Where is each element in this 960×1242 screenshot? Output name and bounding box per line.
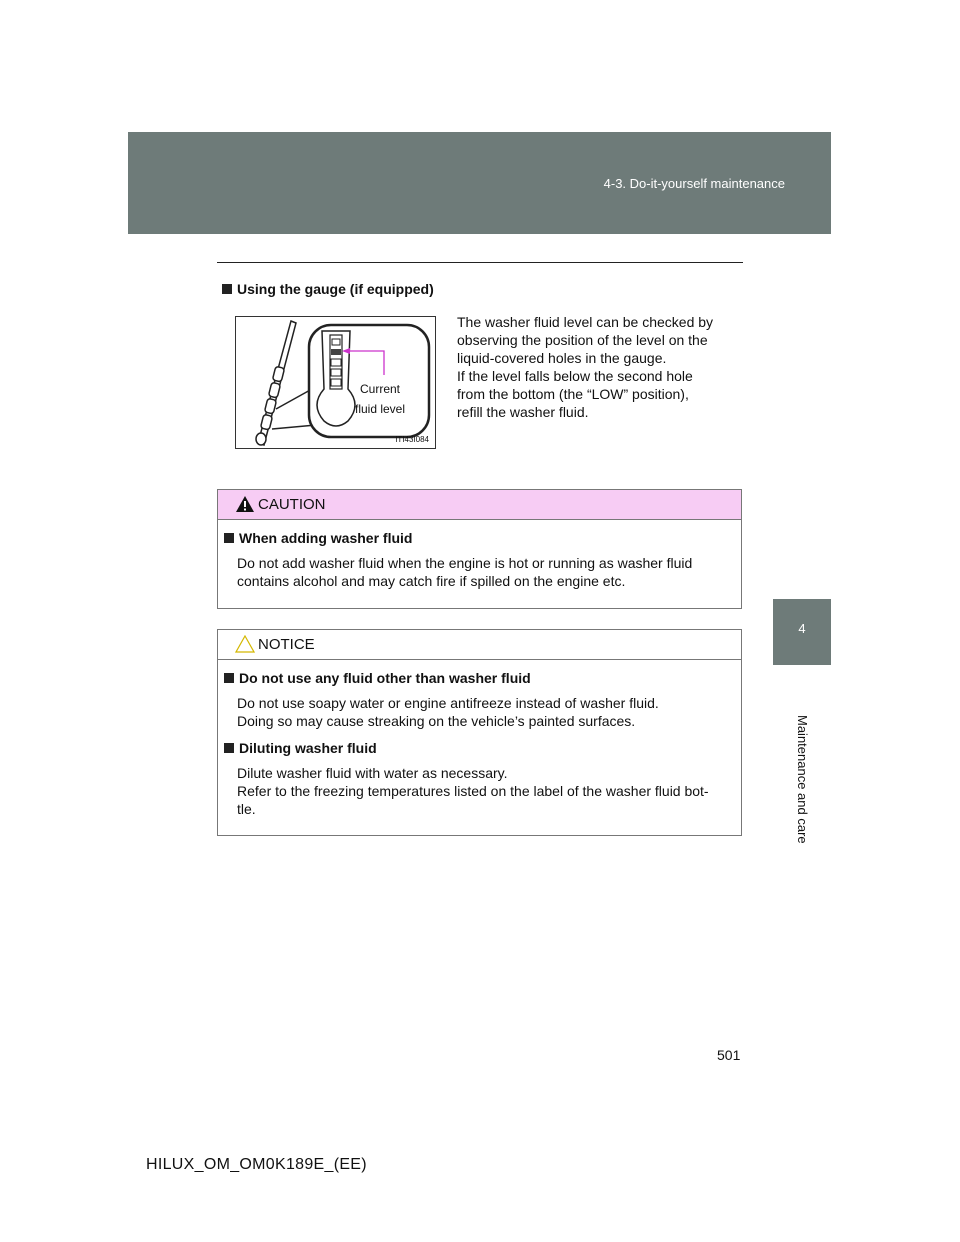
gauge-figure <box>235 316 436 449</box>
current-fluid-level-label: Current fluid level <box>354 382 406 416</box>
warning-icon <box>235 495 255 513</box>
figure-code: ITI43I084 <box>395 435 429 444</box>
bullet-icon <box>224 533 234 543</box>
bullet-icon <box>222 284 232 294</box>
notice-title: NOTICE <box>258 636 315 653</box>
document-code: HILUX_OM_OM0K189E_(EE) <box>146 1156 367 1173</box>
notice-header <box>218 630 741 660</box>
notice-box <box>217 629 742 836</box>
caution-header <box>218 490 741 520</box>
top-rule <box>217 262 743 263</box>
caution-item-heading: When adding washer fluid <box>224 530 412 546</box>
caution-title: CAUTION <box>258 496 326 513</box>
chapter-side-label: Maintenance and care <box>795 715 810 844</box>
header-band <box>128 132 831 234</box>
chapter-number: 4 <box>798 621 806 636</box>
chapter-tab <box>773 599 831 665</box>
gauge-heading: Using the gauge (if equipped) <box>222 281 434 297</box>
page-number: 501 <box>717 1047 741 1063</box>
bullet-icon <box>224 673 234 683</box>
notice-item2-heading: Diluting washer fluid <box>224 740 377 756</box>
caution-item-body: Do not add washer fluid when the engine is hot or running as washer fluid contains alcohol and may catch fire if spilled on the engine etc. <box>237 555 693 589</box>
gauge-illustration <box>236 317 436 449</box>
notice-triangle-icon <box>235 635 255 653</box>
notice-item2-body: Dilute washer fluid with water as necessary. Refer to the freezing temperatures listed on the label of the washer fluid bot- tle. <box>237 765 709 817</box>
notice-item1-heading: Do not use any fluid other than washer fluid <box>224 670 531 686</box>
notice-item1-body: Do not use soapy water or engine antifreeze instead of washer fluid. Doing so may cause streaking on the vehicle’s painted surfaces. <box>237 695 659 729</box>
gauge-description: The washer fluid level can be checked by observing the position of the level on the liquid-covered holes in the gauge. If the level falls below the second hole from the bottom (the “LOW” position), refill the washer fluid. <box>457 314 714 420</box>
bullet-icon <box>224 743 234 753</box>
caution-box <box>217 489 742 609</box>
section-title: 4-3. Do-it-yourself maintenance <box>603 176 785 191</box>
